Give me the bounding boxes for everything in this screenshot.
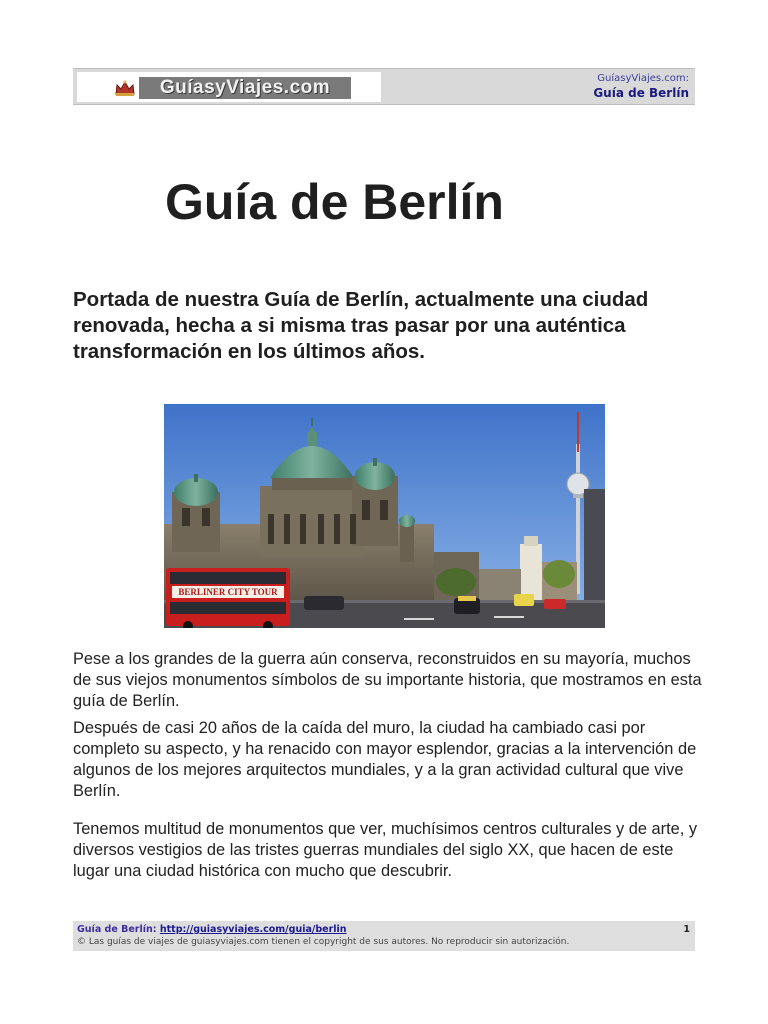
body-paragraph: Tenemos multitud de monumentos que ver, muchísimos centros culturales y de arte, y diversos vestigios de las tristes guerras mundiales del siglo XX, que hacen de este lugar una ciudad histórica con mucho que descubrir.	[73, 820, 698, 880]
city-tour-bus	[166, 568, 290, 628]
body-paragraph: Pese a los grandes de la guerra aún conserva, reconstruidos en su mayoría, muchos de sus viejos monumentos símbolos de su importante historia, que mostramos en esta guía de Berlín.	[73, 650, 702, 710]
crown-icon	[115, 80, 135, 96]
footer-copyright: © Las guías de viajes de guiasyviajes.com tienen el copyright de sus autores. No reproducir sin autorización.	[77, 937, 570, 947]
footer-guide-name: Guía de Berlín	[77, 924, 153, 935]
bus-sign: BERLINER CITY TOUR	[178, 587, 278, 597]
header-guide-name: Guía de Berlín	[593, 86, 689, 100]
page-footer	[73, 921, 695, 951]
header-guide-info	[593, 73, 689, 101]
footer-separator: :	[152, 924, 160, 935]
page-title: Guía de Berlín	[165, 174, 504, 230]
page-header	[73, 68, 695, 105]
page-number: 1	[683, 924, 690, 935]
footer-guide-link[interactable]: http://guiasyviajes.com/guia/berlin	[159, 924, 347, 935]
lead-paragraph: Portada de nuestra Guía de Berlín, actualmente una ciudad renovada, hecha a si misma tras pasar por una auténtica transformación en los últimos años.	[73, 288, 649, 363]
berlin-cathedral-photo	[164, 404, 605, 628]
body-paragraph: Después de casi 20 años de la caída del muro, la ciudad ha cambiado casi por completo su aspecto, y ha renacido con mayor esplendor, gracias a la intervención de algunos de los mejores arquitectos mundiales, y a la gran actividad cultural que vive Berlín.	[73, 719, 697, 800]
header-site-name: GuíasyViajes.com:	[597, 73, 689, 84]
site-logo[interactable]	[77, 72, 381, 102]
logo-text: GuíasyViajes.com	[139, 77, 351, 99]
footer-guide-line	[77, 923, 690, 936]
